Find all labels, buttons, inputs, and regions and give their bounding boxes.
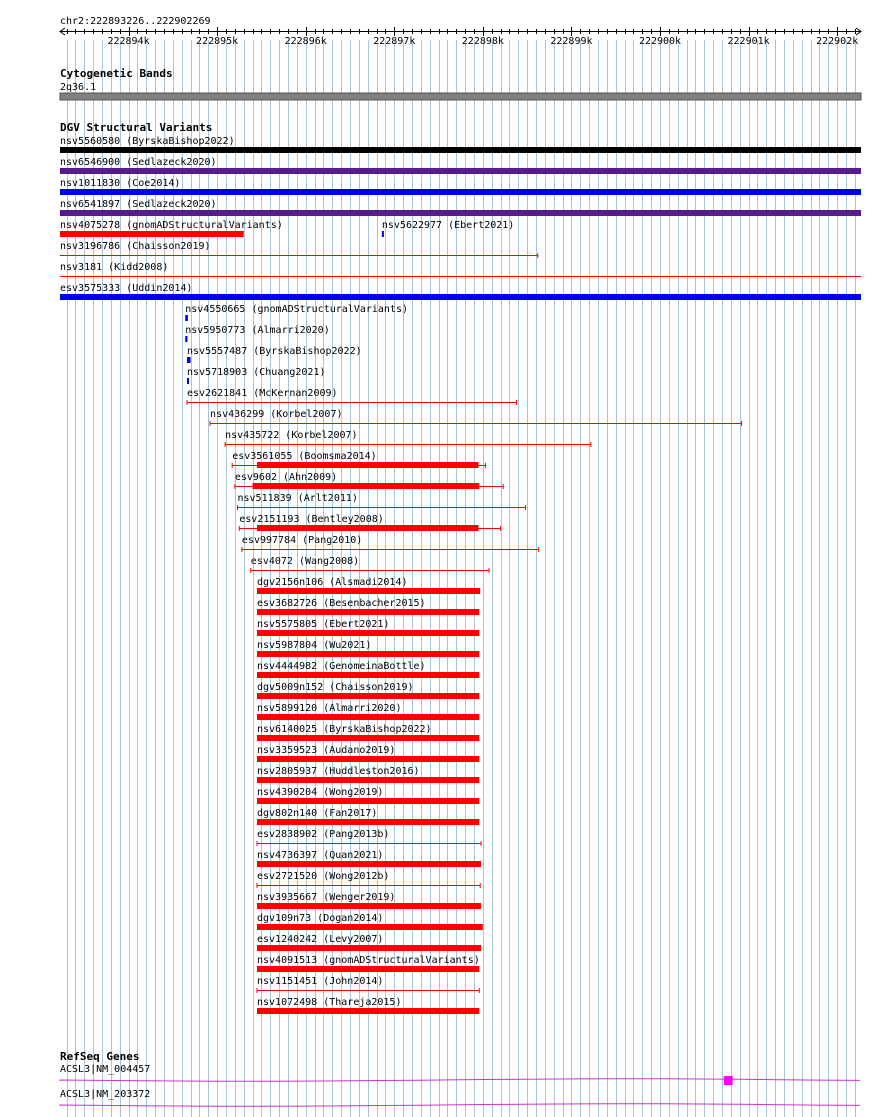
dgv-feature-label: esv9602 (Ahn2009) bbox=[234, 472, 338, 483]
dgv-feature-label: esv2621841 (McKernan2009) bbox=[187, 388, 338, 399]
dgv-feature-label: esv4072 (Wang2008) bbox=[250, 556, 360, 567]
cytoband-bar[interactable] bbox=[60, 93, 861, 100]
dgv-feature-bar[interactable] bbox=[257, 651, 479, 657]
dgv-feature[interactable] bbox=[257, 955, 480, 972]
dgv-feature-bar[interactable] bbox=[257, 462, 478, 468]
dgv-feature-bar[interactable] bbox=[60, 168, 861, 174]
dgv-feature[interactable] bbox=[60, 220, 283, 237]
dgv-feature-bar[interactable] bbox=[257, 525, 478, 531]
ruler-tick-label: 222901k bbox=[727, 36, 770, 47]
dgv-feature[interactable] bbox=[210, 409, 741, 426]
ruler-tick-label: 222894k bbox=[107, 36, 150, 47]
dgv-feature-bar[interactable] bbox=[257, 966, 479, 972]
dgv-feature-bar[interactable] bbox=[257, 777, 479, 783]
dgv-feature[interactable] bbox=[257, 703, 479, 720]
dgv-feature[interactable] bbox=[239, 514, 500, 531]
refseq-exon[interactable] bbox=[724, 1076, 733, 1085]
dgv-feature[interactable] bbox=[257, 640, 479, 657]
dgv-feature-bar[interactable] bbox=[257, 903, 481, 909]
dgv-feature-label: dgv5009n152 (Chaisson2019) bbox=[256, 682, 414, 693]
dgv-feature[interactable] bbox=[187, 346, 362, 363]
dgv-feature-label: nsv5622977 (Ebert2021) bbox=[381, 220, 515, 231]
dgv-track-title[interactable]: DGV Structural Variants bbox=[60, 121, 213, 134]
dgv-feature-label: nsv6546900 (Sedlazeck2020) bbox=[60, 157, 217, 168]
dgv-feature[interactable] bbox=[60, 241, 538, 258]
dgv-feature-bar[interactable] bbox=[187, 357, 191, 363]
dgv-feature-label: nsv5575805 (Ebert2021) bbox=[256, 619, 390, 630]
dgv-feature[interactable] bbox=[187, 367, 325, 384]
ruler-tick-label: 222896k bbox=[284, 36, 327, 47]
dgv-feature-label: dgv2156n106 (Alsmadi2014) bbox=[256, 577, 408, 588]
dgv-feature[interactable] bbox=[185, 325, 330, 342]
dgv-feature-label: nsv5950773 (Almarri2020) bbox=[185, 325, 330, 336]
dgv-feature-label: nsv5560580 (ByrskaBishop2022) bbox=[60, 136, 235, 147]
dgv-feature-label: nsv3935667 (Wenger2019) bbox=[256, 892, 396, 903]
dgv-feature-bar[interactable] bbox=[185, 315, 188, 321]
dgv-feature-label: nsv3181 (Kidd2008) bbox=[60, 262, 169, 273]
dgv-feature-bar[interactable] bbox=[185, 336, 187, 342]
dgv-feature-bar[interactable] bbox=[382, 231, 384, 237]
dgv-feature-label: esv997784 (Pang2010) bbox=[241, 535, 363, 546]
dgv-feature-label: nsv4390204 (Wong2019) bbox=[256, 787, 384, 798]
dgv-feature-bar[interactable] bbox=[257, 609, 479, 615]
dgv-feature-bar[interactable] bbox=[187, 378, 189, 384]
dgv-feature[interactable] bbox=[257, 766, 479, 783]
dgv-feature[interactable] bbox=[257, 577, 480, 594]
dgv-feature-label: nsv4444982 (GenomeinaBottle) bbox=[256, 661, 426, 672]
dgv-feature-bar[interactable] bbox=[257, 1008, 479, 1014]
dgv-feature-label: dgv109n73 (Dogan2014) bbox=[256, 913, 384, 924]
dgv-feature-label: nsv3196786 (Chaisson2019) bbox=[60, 241, 211, 252]
dgv-feature-label: nsv435722 (Korbel2007) bbox=[225, 430, 358, 441]
refseq-gene-label: ACSL3|NM_004457 bbox=[60, 1064, 151, 1075]
dgv-feature[interactable] bbox=[257, 808, 479, 825]
region-label: chr2:222893226..222902269 bbox=[60, 16, 211, 27]
cytoband-label: 2q36.1 bbox=[60, 82, 97, 93]
dgv-feature[interactable] bbox=[257, 871, 480, 888]
dgv-feature[interactable] bbox=[238, 493, 526, 510]
dgv-feature-bar[interactable] bbox=[60, 147, 861, 153]
dgv-feature-bar[interactable] bbox=[257, 924, 483, 930]
dgv-feature[interactable] bbox=[251, 556, 489, 573]
dgv-feature-label: nsv5718903 (Chuang2021) bbox=[187, 367, 326, 378]
dgv-feature-bar[interactable] bbox=[257, 756, 479, 762]
dgv-feature-label: dgv802n140 (Fan2017) bbox=[256, 808, 378, 819]
dgv-feature-bar[interactable] bbox=[60, 294, 861, 300]
dgv-feature[interactable] bbox=[257, 619, 479, 636]
dgv-feature-label: esv3575333 (Uddin2014) bbox=[60, 283, 193, 294]
dgv-feature[interactable] bbox=[257, 913, 483, 930]
dgv-feature-bar[interactable] bbox=[257, 672, 479, 678]
dgv-feature-label: nsv5899120 (Almarri2020) bbox=[256, 703, 402, 714]
ruler-tick-label: 222898k bbox=[461, 36, 504, 47]
dgv-feature-label: esv3682726 (Besenbacher2015) bbox=[256, 598, 426, 609]
dgv-feature[interactable] bbox=[235, 472, 503, 489]
dgv-feature[interactable] bbox=[257, 598, 479, 615]
dgv-feature[interactable] bbox=[187, 388, 517, 405]
dgv-feature-bar[interactable] bbox=[257, 798, 479, 804]
dgv-feature-label: nsv1072498 (Thareja2015) bbox=[256, 997, 402, 1008]
dgv-feature[interactable] bbox=[242, 535, 539, 552]
dgv-feature-bar[interactable] bbox=[60, 189, 861, 195]
dgv-feature-bar[interactable] bbox=[253, 483, 480, 489]
refseq-gene-label: ACSL3|NM_203372 bbox=[60, 1089, 151, 1100]
dgv-feature-label: esv2838902 (Pang2013b) bbox=[256, 829, 390, 840]
dgv-feature-label: esv2151193 (Bentley2008) bbox=[239, 514, 384, 525]
dgv-feature-label: nsv1151451 (John2014) bbox=[256, 976, 384, 987]
dgv-feature-label: nsv4091513 (gnomADStructuralVariants) bbox=[256, 955, 480, 966]
dgv-feature-label: nsv6541897 (Sedlazeck2020) bbox=[60, 199, 217, 210]
dgv-feature-bar[interactable] bbox=[257, 735, 479, 741]
dgv-feature[interactable] bbox=[257, 661, 479, 678]
dgv-feature-label: nsv5557487 (ByrskaBishop2022) bbox=[187, 346, 362, 357]
dgv-feature-label: esv2721520 (Wong2012b) bbox=[256, 871, 390, 882]
ruler-tick-label: 222899k bbox=[550, 36, 593, 47]
dgv-feature-bar[interactable] bbox=[257, 945, 481, 951]
dgv-feature-label: nsv511839 (Arlt2011) bbox=[237, 493, 358, 504]
dgv-feature[interactable] bbox=[257, 997, 479, 1014]
dgv-feature-label: nsv1011830 (Coe2014) bbox=[60, 178, 181, 189]
dgv-feature-bar[interactable] bbox=[257, 861, 481, 867]
dgv-feature-label: nsv4075278 (gnomADStructuralVariants) bbox=[60, 220, 283, 231]
dgv-feature-label: nsv4550665 (gnomADStructuralVariants) bbox=[185, 304, 409, 315]
dgv-feature-bar[interactable] bbox=[60, 210, 861, 216]
dgv-feature-label: nsv2805937 (Huddleston2016) bbox=[256, 766, 420, 777]
dgv-feature[interactable] bbox=[185, 304, 408, 321]
dgv-feature-label: nsv5987804 (Wu2021) bbox=[256, 640, 372, 651]
dgv-feature-label: nsv6140025 (ByrskaBishop2022) bbox=[256, 724, 432, 735]
dgv-feature-label: nsv4736397 (Quan2021) bbox=[256, 850, 384, 861]
dgv-feature-label: esv3561055 (Boomsma2014) bbox=[232, 451, 377, 462]
dgv-feature[interactable] bbox=[257, 724, 479, 741]
ruler-tick-label: 222902k bbox=[816, 36, 859, 47]
position-ruler bbox=[60, 27, 861, 47]
refseq-track-title[interactable]: RefSeq Genes bbox=[60, 1050, 140, 1063]
dgv-feature-label: esv1240242 (Levy2007) bbox=[256, 934, 384, 945]
dgv-feature-bar[interactable] bbox=[60, 231, 244, 237]
dgv-feature[interactable] bbox=[257, 976, 479, 993]
dgv-feature-label: nsv436299 (Korbel2007) bbox=[210, 409, 343, 420]
dgv-feature[interactable] bbox=[382, 220, 514, 237]
ruler-tick-label: 222895k bbox=[196, 36, 239, 47]
dgv-feature-bar[interactable] bbox=[257, 714, 479, 720]
dgv-feature-bar[interactable] bbox=[257, 630, 479, 636]
dgv-feature-bar[interactable] bbox=[257, 819, 479, 825]
dgv-feature[interactable] bbox=[257, 745, 479, 762]
dgv-feature-label: nsv3359523 (Audano2019) bbox=[256, 745, 396, 756]
ruler-tick-label: 222897k bbox=[373, 36, 416, 47]
ruler-tick-label: 222900k bbox=[638, 36, 682, 47]
dgv-feature[interactable] bbox=[257, 682, 479, 699]
dgv-feature-bar[interactable] bbox=[257, 588, 480, 594]
dgv-feature-bar[interactable] bbox=[257, 693, 479, 699]
dgv-feature[interactable] bbox=[257, 787, 479, 804]
cytoband-track-title[interactable]: Cytogenetic Bands bbox=[60, 67, 173, 80]
